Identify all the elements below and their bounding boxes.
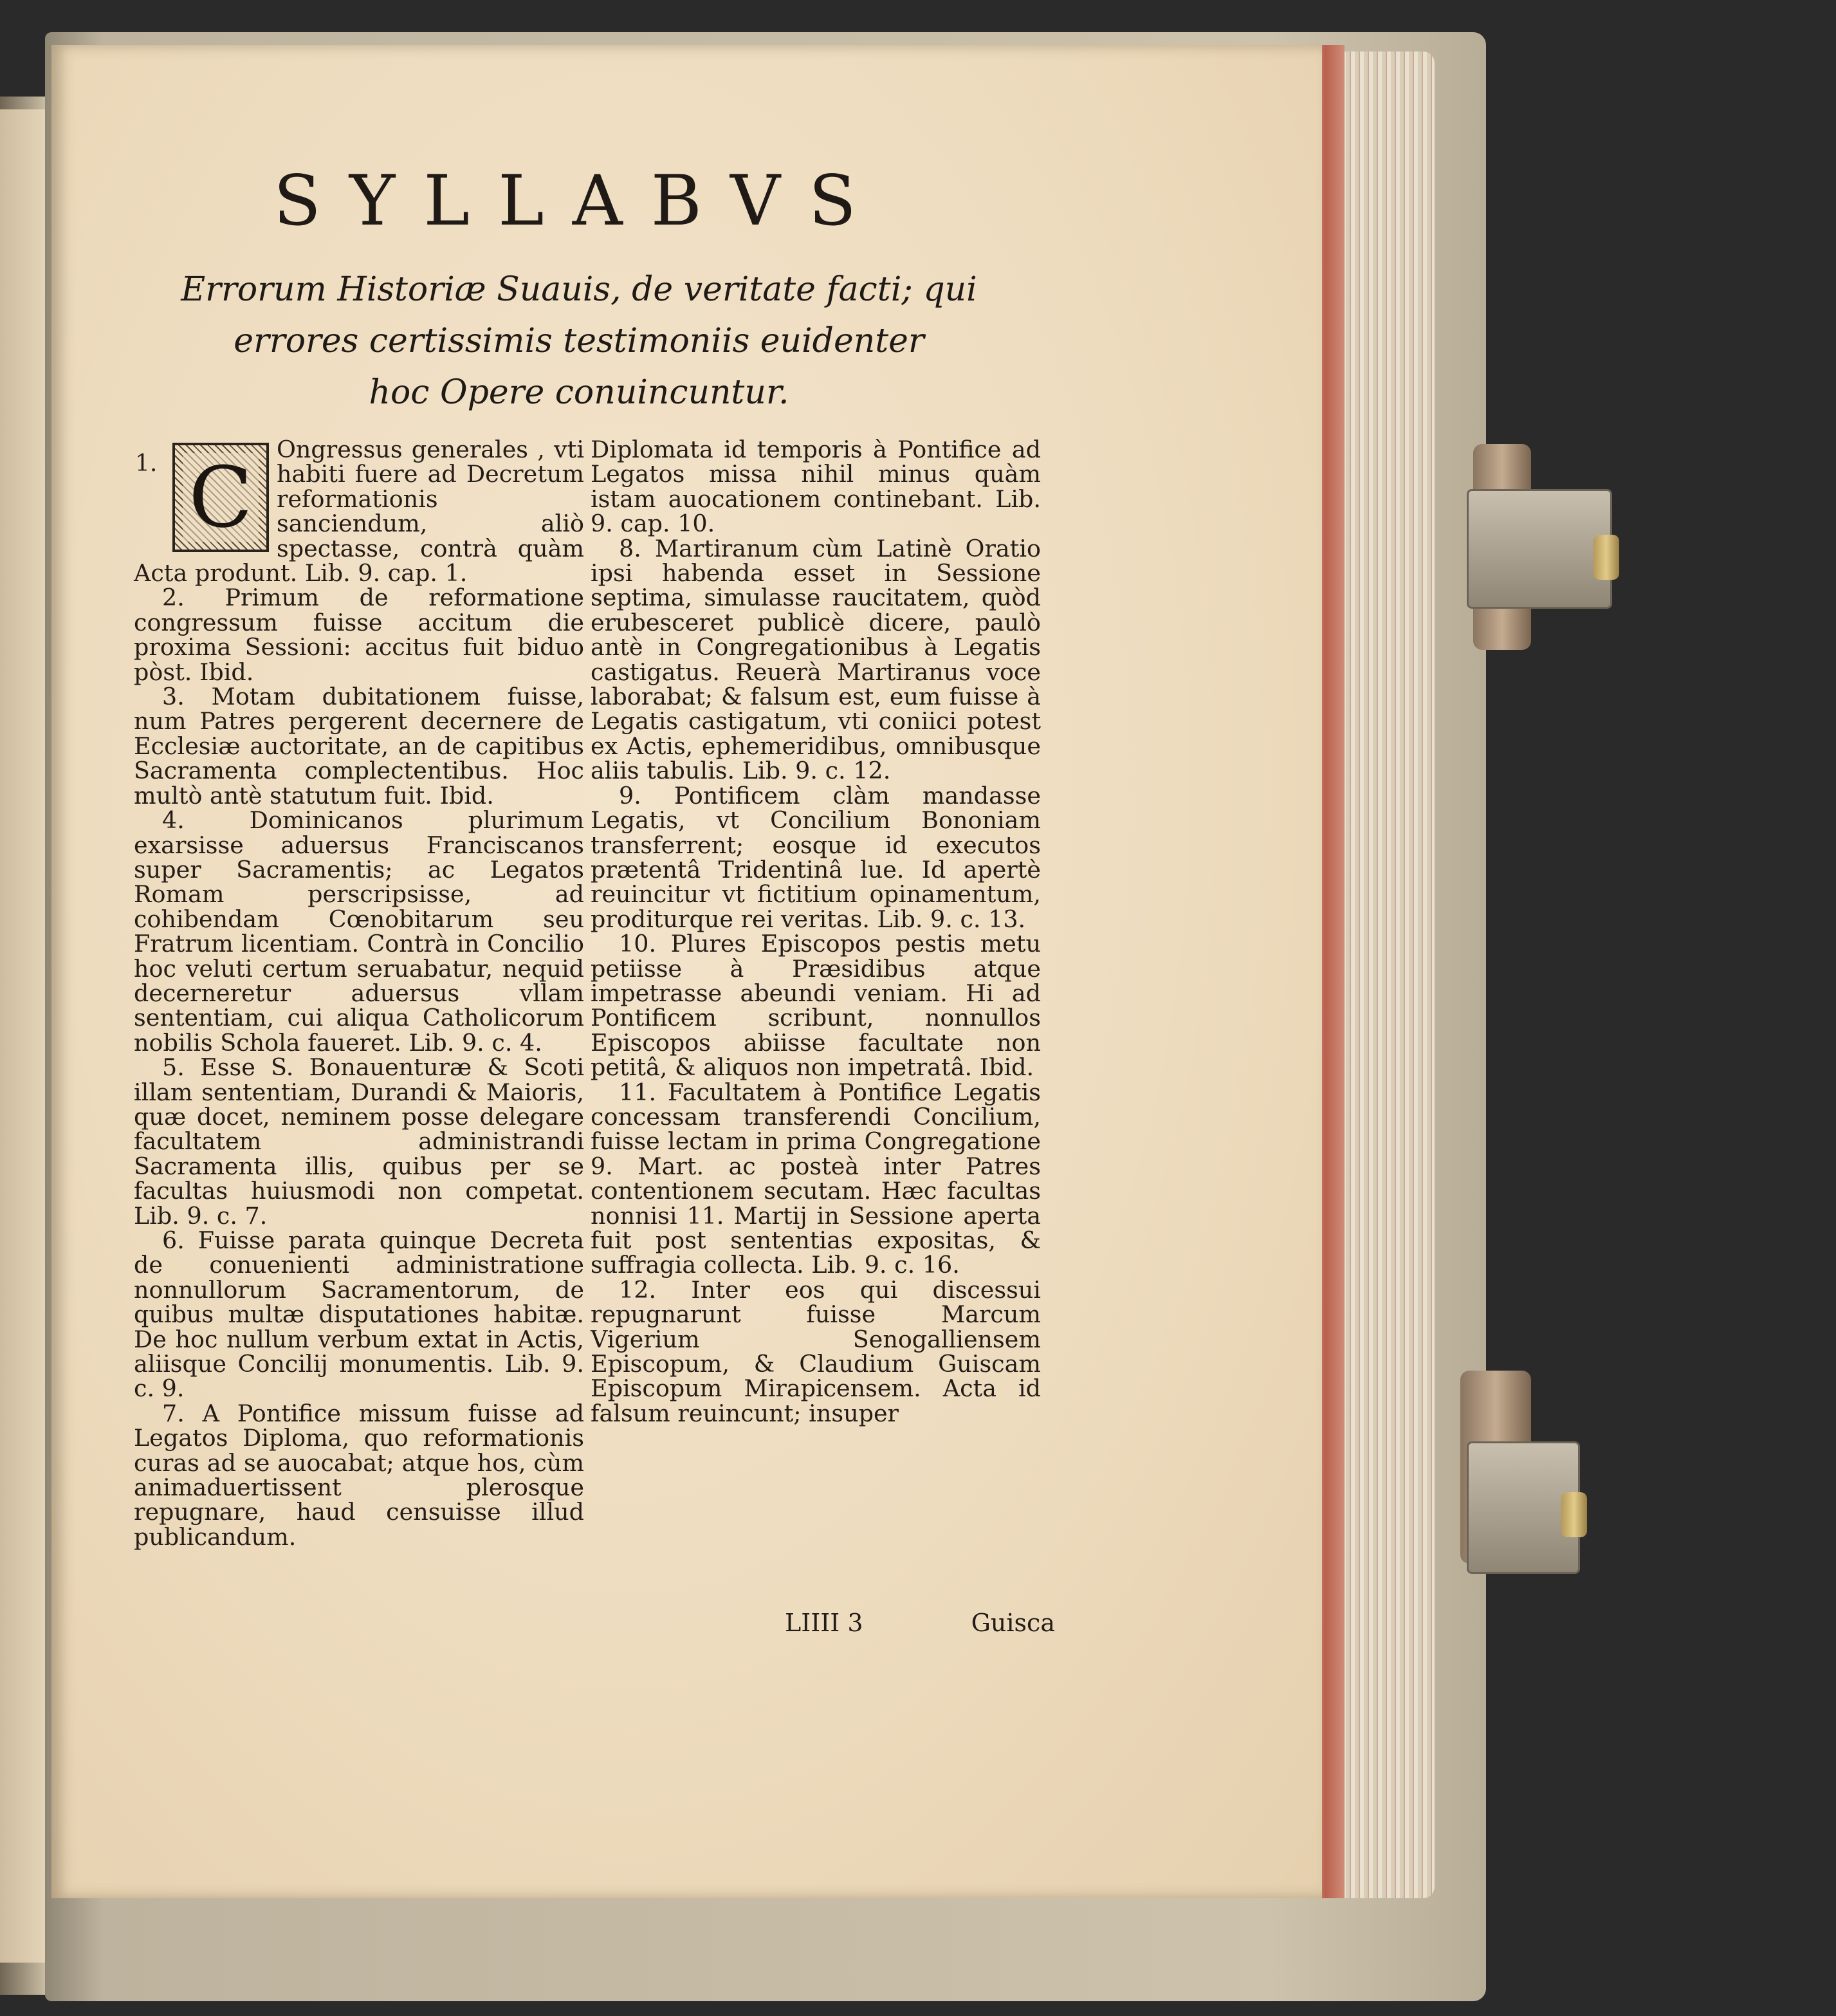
clasp-top <box>1467 489 1612 609</box>
page-subtitle <box>154 264 1004 418</box>
left-text-column <box>134 438 584 1549</box>
list-item: Ongressus generales , vti habiti fuere ad Decretum reformationis sanciendum, aliò spectasse, contrà quàm Acta produnt. Lib. 9. cap. 1. <box>134 436 584 587</box>
list-item: 3. Motam dubitationem fuisse, num Patres pergerent decernere de Ecclesiæ auctoritate, an de capitibus Sacramenta complectentibus. Hoc multò antè statutum fuit. Ibid. <box>134 683 584 809</box>
clasp-bottom <box>1467 1441 1580 1574</box>
list-item: 5. Esse S. Bonauenturæ & Scoti illam sententiam, Durandi & Maioris, quæ docet, neminem posse delegare facultatem administrandi Sacramenta illis, quibus per se facultas huiusmodi non competat. Lib. 9. c. 7. <box>134 1053 584 1230</box>
list-item: 7. A Pontifice missum fuisse ad Legatos Diploma, quo reformationis curas ad se auocabat; atque hos, cùm animaduertissent plerosque repugnare, haud censuisse illud publicandum. <box>134 1399 584 1551</box>
catchword: Guisca <box>971 1609 1055 1637</box>
subtitle-line-1: Errorum Historiæ Suauis, de veritate facti; qui <box>181 270 977 309</box>
right-text-column <box>591 438 1041 1426</box>
item-number-1: 1. <box>135 450 158 477</box>
list-item: 9. Pontificem clàm mandasse Legatis, vt Concilium Bononiam transferrent; eosque id executos prætentâ Tridentinâ lue. Id apertè reuincitur vt fictitium opinamentum, proditurque rei veritas. Lib. 9. c. 13. <box>591 781 1041 933</box>
page-title: SYLLABVS <box>273 161 885 241</box>
list-item: Diplomata id temporis à Pontifice ad Legatos missa nihil minus quàm istam auocationem continebant. Lib. 9. cap. 10. <box>591 436 1041 538</box>
list-item: 2. Primum de reformatione congressum fuisse accitum die proxima Sessioni: accitus fuit biduo pòst. Ibid. <box>134 584 584 686</box>
list-item: 11. Facultatem à Pontifice Legatis concessam transferendi Concilium, fuisse lectam in prima Congregatione 9. Mart. ac posteà inter Patres contentionem secutam. Hæc facultas nonnisi 11. Martij in Sessione aperta fuit post sententias expositas, & suffragia collecta. Lib. 9. c. 16. <box>591 1078 1041 1279</box>
list-item: 4. Dominicanos plurimum exarsisse aduersus Franciscanos super Sacramentis; ac Legatos Romam perscripsisse, ad cohibendam Cœnobitarum seu Fratrum licentiam. Contrà in Concilio hoc veluti certum seruabatur, nequid decerneretur aduersus vllam sententiam, cui aliqua Catholicorum nobilis Schola faueret. Lib. 9. c. 4. <box>134 806 584 1057</box>
list-item: 10. Plures Episcopos pestis metu petiisse à Præsidibus atque impetrasse abeundi veniam. Hi ad Pontificem scribunt, nonnullos Episcopos abiisse facultate non petitâ, & aliquos non impetratâ. Ibid. <box>591 930 1041 1082</box>
clasp-pin-top <box>1593 535 1619 580</box>
signature-mark: LIIII 3 <box>785 1609 863 1637</box>
subtitle-line-3: hoc Opere conuincuntur. <box>369 373 789 412</box>
list-item: 8. Martiranum cùm Latinè Oratio ipsi habenda esset in Sessione septima, simulasse raucitatem, quòd erubesceret publicè dicere, paulò antè in Congregationibus à Legatis castigatus. Reuerà Martiranus voce laborabat; & falsum est, eum fuisse à Legatis castigatum, vti coniici potest ex Actis, ephemeridibus, omnibusque aliis tabulis. Lib. 9. c. 12. <box>591 534 1041 785</box>
clasp-pin-bottom <box>1561 1492 1587 1537</box>
list-item: 6. Fuisse parata quinque Decreta de conuenienti administratione nonnullorum Sacramentorum, de quibus multæ disputationes habitæ. De hoc nullum verbum extat in Actis, aliisque Concilij monumentis. Lib. 9. c. 9. <box>134 1226 584 1403</box>
drop-cap-letter: C <box>183 453 259 542</box>
subtitle-line-2: errores certissimis testimoniis euidenter <box>234 322 924 360</box>
decorated-initial <box>172 443 269 552</box>
page-footer <box>785 1609 1055 1637</box>
list-item: 12. Inter eos qui discessui repugnarunt fuisse Marcum Vigerium Senogalliensem Episcopum, & Claudium Guiscam Episcopum Mirapicensem. Acta id falsum reuincunt; insuper <box>591 1275 1041 1427</box>
